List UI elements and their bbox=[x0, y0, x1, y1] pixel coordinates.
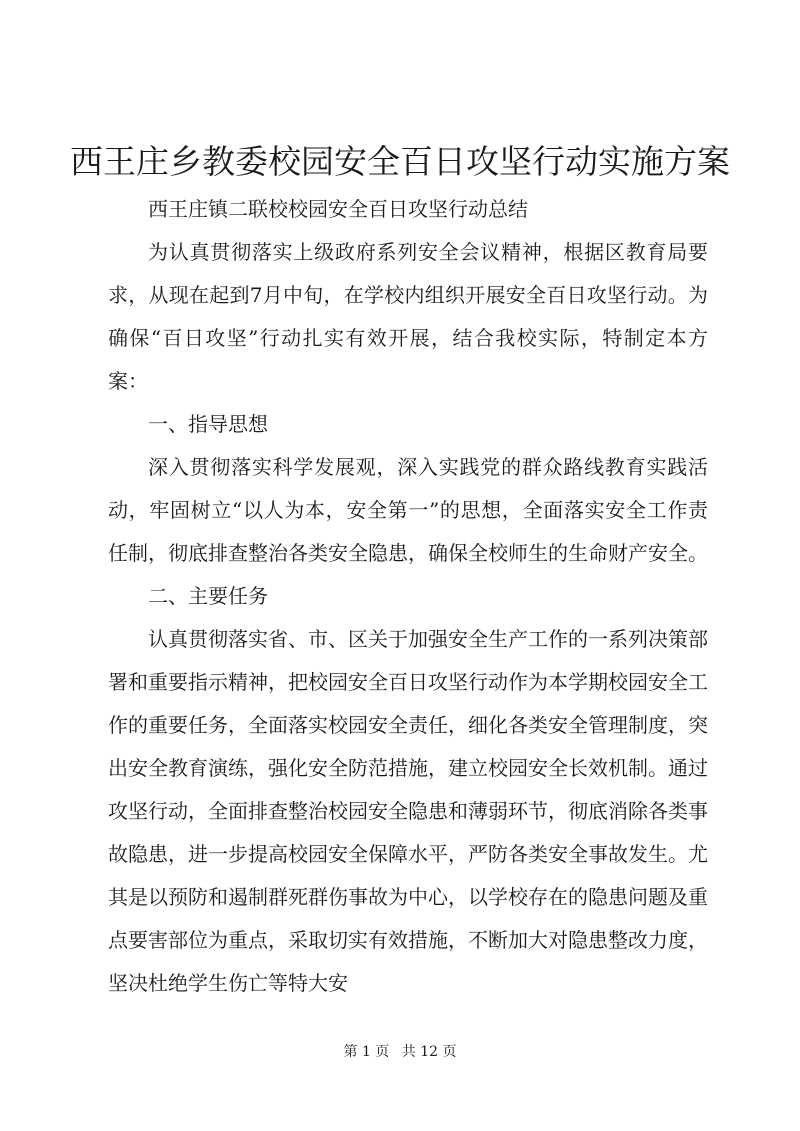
page-number: 第 1 页 bbox=[343, 1044, 390, 1060]
main-tasks-paragraph: 认真贯彻落实省、市、区关于加强安全生产工作的一系列决策部署和重要指示精神，把校园安全百日攻坚行动作为本学期校园安全工作的重要任务，全面落实校园安全责任，细化各类安全管理制度，突出安全教育演练，强化安全防范措施，建立校园安全长效机制。通过攻坚行动，全面排查整治校园安全隐患和薄弱环节，彻底消除各类事故隐患，进一步提高校园安全保障水平，严防各类安全事故发生。尤其是以预防和遏制群死群伤事故为中心，以学校存在的隐患问题及重点要害部位为重点，采取切实有效措施，不断加大对隐患整改力度，坚决杜绝学生伤亡等特大安 bbox=[108, 627, 708, 995]
intro-paragraph: 为认真贯彻落实上级政府系列安全会议精神，根据区教育局要求，从现在起到7月中旬，在学校内组织开展安全百日攻坚行动。为确保“百日攻坚”行动扎实有效开展，结合我校实际，特制定本方案： bbox=[108, 240, 708, 393]
page-total: 共 12 页 bbox=[401, 1044, 457, 1060]
document-title: 西王庄乡教委校园安全百日攻坚行动实施方案 bbox=[70, 142, 730, 181]
section-heading-guiding-thought: 一、指导思想 bbox=[148, 412, 268, 436]
guiding-thought-paragraph: 深入贯彻落实科学发展观，深入实践党的群众路线教育实践活动，牢固树立“以人为本，安全第一”的思想，全面落实安全工作责任制，彻底排查整治各类安全隐患，确保全校师生的生命财产安全。 bbox=[108, 455, 708, 565]
subtitle-paragraph: 西王庄镇二联校校园安全百日攻坚行动总结 bbox=[148, 197, 528, 221]
section-heading-main-tasks: 二、主要任务 bbox=[148, 584, 268, 608]
page-footer bbox=[0, 1042, 800, 1062]
document-body bbox=[108, 188, 708, 1005]
